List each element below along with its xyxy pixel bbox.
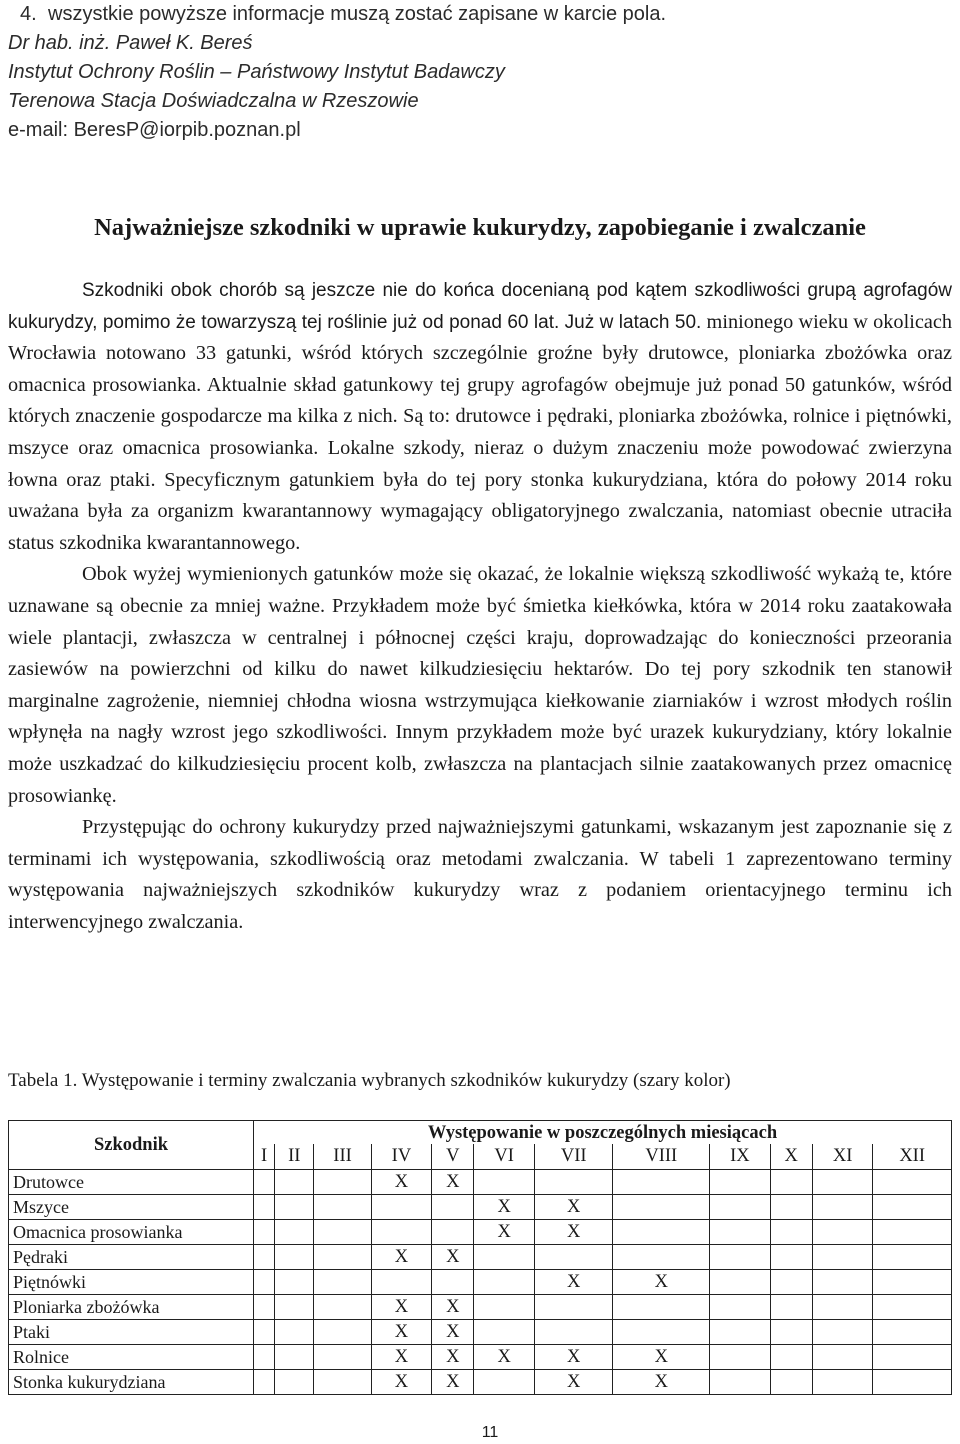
table-row bbox=[9, 1320, 952, 1345]
month-cell bbox=[710, 1295, 770, 1320]
month-cell bbox=[812, 1170, 872, 1195]
month-cell bbox=[534, 1245, 613, 1270]
list-text: wszystkie powyższe informacje muszą zostać zapisane w karcie pola. bbox=[48, 3, 667, 25]
page-header bbox=[8, 0, 952, 145]
month-cell bbox=[474, 1245, 534, 1270]
month-cell bbox=[770, 1245, 812, 1270]
table-body bbox=[9, 1170, 952, 1395]
paragraph-1 bbox=[8, 275, 952, 559]
month-cell bbox=[254, 1245, 275, 1270]
month-cell bbox=[314, 1370, 371, 1395]
month-cell bbox=[710, 1195, 770, 1220]
month-cell bbox=[812, 1220, 872, 1245]
month-cell bbox=[613, 1220, 710, 1245]
month-cell bbox=[770, 1370, 812, 1395]
month-cell bbox=[474, 1320, 534, 1345]
month-cell bbox=[873, 1270, 952, 1295]
month-cell bbox=[314, 1220, 371, 1245]
month-cell bbox=[613, 1170, 710, 1195]
month-cell: X bbox=[432, 1370, 474, 1395]
month-cell bbox=[770, 1270, 812, 1295]
month-cell: X bbox=[371, 1370, 431, 1395]
month-header-5: V bbox=[432, 1144, 474, 1169]
pest-name-cell: Piętnówki bbox=[9, 1270, 254, 1295]
month-cell: X bbox=[534, 1220, 613, 1245]
month-cell bbox=[314, 1245, 371, 1270]
month-cell bbox=[812, 1195, 872, 1220]
article-body bbox=[8, 275, 952, 938]
month-cell bbox=[474, 1170, 534, 1195]
pest-name-cell: Mszyce bbox=[9, 1195, 254, 1220]
list-number: 4. bbox=[20, 3, 37, 25]
page-number: 11 bbox=[481, 1424, 499, 1441]
month-cell: X bbox=[432, 1345, 474, 1370]
month-cell: X bbox=[371, 1295, 431, 1320]
month-cell bbox=[254, 1295, 275, 1320]
pest-column-header: Szkodnik bbox=[9, 1121, 254, 1170]
pest-name-cell: Omacnica prosowianka bbox=[9, 1220, 254, 1245]
months-column-header: Występowanie w poszczególnych miesiącach bbox=[254, 1121, 952, 1145]
author-name: Dr hab. inż. Paweł K. Bereś bbox=[8, 32, 253, 54]
month-cell bbox=[873, 1245, 952, 1270]
table-row bbox=[9, 1220, 952, 1245]
month-cell bbox=[613, 1295, 710, 1320]
month-cell: X bbox=[474, 1345, 534, 1370]
month-cell bbox=[534, 1295, 613, 1320]
month-cell bbox=[770, 1170, 812, 1195]
month-cell bbox=[275, 1245, 314, 1270]
month-cell bbox=[534, 1170, 613, 1195]
pest-name-cell: Rolnice bbox=[9, 1345, 254, 1370]
month-header-3: III bbox=[314, 1144, 371, 1169]
article-title: Najważniejsze szkodniki w uprawie kukurydzy, zapobieganie i zwalczanie bbox=[94, 214, 866, 241]
month-cell bbox=[812, 1245, 872, 1270]
month-cell: X bbox=[371, 1245, 431, 1270]
month-header-12: XII bbox=[873, 1144, 952, 1169]
month-cell bbox=[873, 1320, 952, 1345]
month-cell: X bbox=[371, 1345, 431, 1370]
table-row bbox=[9, 1370, 952, 1395]
month-cell bbox=[770, 1220, 812, 1245]
paragraph-1-part-a: Szkodniki obok chorób są jeszcze nie do końca docenianą pod kątem szkodliwości grupą agrofagów kukurydzy, pomimo że towarzyszą tej roślinie już od ponad 60 lat. Już w latach 50. bbox=[8, 280, 952, 333]
month-cell bbox=[710, 1320, 770, 1345]
month-cell: X bbox=[371, 1320, 431, 1345]
table-caption: Tabela 1. Występowanie i terminy zwalczania wybranych szkodników kukurydzy (szary kolor) bbox=[8, 1070, 731, 1091]
month-cell: X bbox=[534, 1345, 613, 1370]
month-cell bbox=[873, 1195, 952, 1220]
month-cell bbox=[710, 1370, 770, 1395]
paragraph-3: Przystępując do ochrony kukurydzy przed najważniejszymi gatunkami, wskazanym jest zapoznanie się z terminami ich występowania, szkodliwością oraz metodami zwalczania. W tabeli 1 zaprezentowano terminy występowania najważniejszych szkodników kukurydzy wraz z podaniem orientacyjnego terminu ich interwencyjnego zwalczania. bbox=[8, 816, 952, 933]
month-cell bbox=[432, 1220, 474, 1245]
month-cell bbox=[275, 1345, 314, 1370]
month-cell: X bbox=[432, 1320, 474, 1345]
paragraph-2: Obok wyżej wymienionych gatunków może się okazać, że lokalnie większą szkodliwość wykażą te, które uznawane są obecnie za mniej ważne. Przykładem może być śmietka kiełkówka, która w 2014 roku zaatakowała wiele plantacji, zwłaszcza w centralnej i północnej części kraju, doprowadzając do konieczności przeorania zasiewów na powierzchni od kilku do nawet kilkudziesięciu hektarów. Do tej pory szkodnik ten stanowił marginalne zagrożenie, niemniej chłodna wiosna wstrzymująca kiełkowanie ziarniaków i wzrost młodych roślin wpłynęła na nagły wzrost jego szkodliwości. Innym przykładem może być urazek kukurydziany, który lokalnie może uszkadzać do kilkudziesięciu procent kolb, zwłaszcza na plantacjach silnie zaatakowanych przez omacnicę prosowiankę. bbox=[8, 563, 952, 807]
month-cell: X bbox=[534, 1270, 613, 1295]
month-cell bbox=[812, 1370, 872, 1395]
month-cell bbox=[314, 1345, 371, 1370]
month-cell bbox=[613, 1195, 710, 1220]
month-cell bbox=[254, 1195, 275, 1220]
month-cell: X bbox=[613, 1345, 710, 1370]
month-cell bbox=[254, 1370, 275, 1395]
table-row bbox=[9, 1345, 952, 1370]
month-cell bbox=[710, 1345, 770, 1370]
month-cell bbox=[474, 1295, 534, 1320]
month-cell bbox=[371, 1220, 431, 1245]
month-cell bbox=[710, 1270, 770, 1295]
month-cell bbox=[873, 1220, 952, 1245]
month-cell bbox=[275, 1220, 314, 1245]
month-cell bbox=[710, 1245, 770, 1270]
month-header-4: IV bbox=[371, 1144, 431, 1169]
month-cell: X bbox=[534, 1370, 613, 1395]
month-cell: X bbox=[432, 1245, 474, 1270]
month-cell bbox=[314, 1195, 371, 1220]
table-row bbox=[9, 1170, 952, 1195]
month-cell bbox=[254, 1170, 275, 1195]
month-header-6: VI bbox=[474, 1144, 534, 1169]
table-row bbox=[9, 1295, 952, 1320]
month-cell bbox=[710, 1220, 770, 1245]
month-cell bbox=[314, 1270, 371, 1295]
pest-occurrence-table bbox=[8, 1120, 952, 1395]
month-cell bbox=[275, 1270, 314, 1295]
month-cell bbox=[314, 1170, 371, 1195]
month-cell bbox=[275, 1170, 314, 1195]
month-cell: X bbox=[432, 1295, 474, 1320]
month-cell bbox=[770, 1195, 812, 1220]
month-cell bbox=[534, 1320, 613, 1345]
month-cell: X bbox=[613, 1270, 710, 1295]
month-cell bbox=[710, 1170, 770, 1195]
month-cell bbox=[275, 1295, 314, 1320]
month-cell bbox=[314, 1295, 371, 1320]
table-header-row bbox=[9, 1121, 952, 1145]
month-header-11: XI bbox=[812, 1144, 872, 1169]
month-cell: X bbox=[371, 1170, 431, 1195]
month-cell bbox=[254, 1220, 275, 1245]
month-cell bbox=[873, 1345, 952, 1370]
pest-name-cell: Ptaki bbox=[9, 1320, 254, 1345]
month-cell bbox=[254, 1345, 275, 1370]
pest-name-cell: Drutowce bbox=[9, 1170, 254, 1195]
month-cell bbox=[613, 1320, 710, 1345]
month-cell bbox=[873, 1170, 952, 1195]
month-cell bbox=[812, 1295, 872, 1320]
table-row bbox=[9, 1245, 952, 1270]
month-cell bbox=[474, 1270, 534, 1295]
month-header-8: VIII bbox=[613, 1144, 710, 1169]
month-cell bbox=[371, 1270, 431, 1295]
month-cell bbox=[812, 1320, 872, 1345]
month-cell bbox=[314, 1320, 371, 1345]
month-cell: X bbox=[534, 1195, 613, 1220]
month-cell bbox=[770, 1320, 812, 1345]
month-cell bbox=[275, 1195, 314, 1220]
table-row bbox=[9, 1270, 952, 1295]
month-cell: X bbox=[474, 1220, 534, 1245]
pest-name-cell: Pędraki bbox=[9, 1245, 254, 1270]
month-cell bbox=[873, 1295, 952, 1320]
list-item-4 bbox=[8, 0, 952, 29]
month-cell bbox=[873, 1370, 952, 1395]
month-cell bbox=[770, 1295, 812, 1320]
month-cell: X bbox=[474, 1195, 534, 1220]
pest-name-cell: Ploniarka zbożówka bbox=[9, 1295, 254, 1320]
month-header-9: IX bbox=[710, 1144, 770, 1169]
month-cell: X bbox=[432, 1170, 474, 1195]
month-cell bbox=[770, 1345, 812, 1370]
month-cell bbox=[432, 1270, 474, 1295]
month-cell: X bbox=[613, 1370, 710, 1395]
month-header-10: X bbox=[770, 1144, 812, 1169]
month-cell bbox=[432, 1195, 474, 1220]
document-page bbox=[8, 0, 952, 1441]
author-institute: Instytut Ochrony Roślin – Państwowy Instytut Badawczy bbox=[8, 61, 505, 83]
author-station: Terenowa Stacja Doświadczalna w Rzeszowie bbox=[8, 90, 419, 112]
month-cell bbox=[275, 1320, 314, 1345]
month-cell bbox=[812, 1270, 872, 1295]
author-email: e-mail: BeresP@iorpib.poznan.pl bbox=[8, 119, 301, 141]
month-cell bbox=[254, 1270, 275, 1295]
month-cell bbox=[254, 1320, 275, 1345]
month-cell bbox=[474, 1370, 534, 1395]
month-cell bbox=[371, 1195, 431, 1220]
paragraph-1-part-b: minionego wieku w okolicach Wrocławia notowano 33 gatunki, wśród których szczególnie groźne były drutowce, ploniarka zbożówka oraz omacnica prosowianka. Aktualnie skład gatunkowy tej grupy agrofagów obejmuje już ponad 50 gatunków, wśród których znaczenie gospodarcze ma kilka z nich. Są to: drutowce i pędraki, ploniarka zbożówka, rolnice i piętnówki, mszyce oraz omacnica prosowianka. Lokalne szkody, nieraz o dużym znaczeniu może powodować zwierzyna łowna oraz ptaki. Specyficznym gatunkiem była do tej pory stonka kukurydziana, która do połowy 2014 roku uważana była za organizm kwarantannowy wymagający obligatoryjnego zwalczania, natomiast obecnie utraciła status szkodnika kwarantannowego. bbox=[8, 310, 952, 554]
month-cell bbox=[812, 1345, 872, 1370]
month-cell bbox=[613, 1245, 710, 1270]
month-header-2: II bbox=[275, 1144, 314, 1169]
month-header-7: VII bbox=[534, 1144, 613, 1169]
month-header-1: I bbox=[254, 1144, 275, 1169]
table-row bbox=[9, 1195, 952, 1220]
month-cell bbox=[275, 1370, 314, 1395]
pest-name-cell: Stonka kukurydziana bbox=[9, 1370, 254, 1395]
